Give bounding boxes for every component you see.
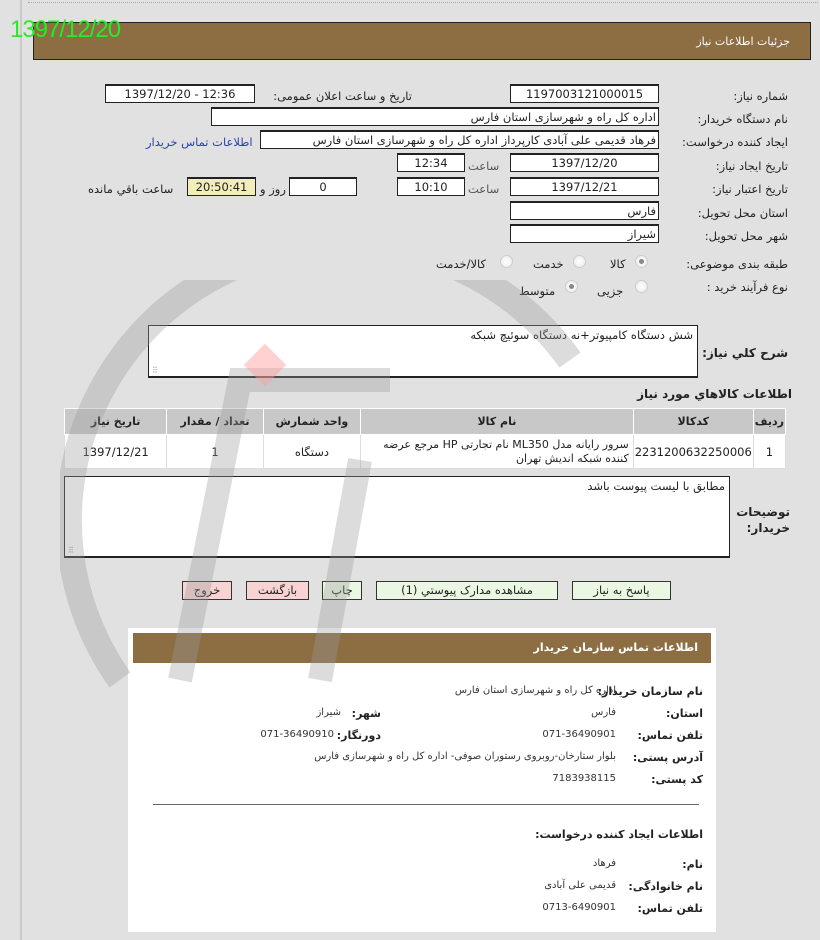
buyer-notes-textarea[interactable] xyxy=(64,476,730,558)
buyer-org-field[interactable]: اداره کل راه و شهرسازی استان فارس xyxy=(211,107,659,126)
need-number-label: شماره نياز: xyxy=(733,89,788,103)
announce-datetime-label: تاريخ و ساعت اعلان عمومی: xyxy=(273,89,412,103)
view-attachments-button[interactable]: مشاهده مدارک پيوستي (1) xyxy=(376,581,558,600)
buyer-notes-text: مطابق با ليست پيوست باشد xyxy=(587,479,725,493)
purchase-type-label: نوع فرآيند خريد : xyxy=(706,280,788,294)
category-option-service: خدمت xyxy=(533,257,564,271)
category-radio-goods-service[interactable] xyxy=(500,255,513,268)
resize-grip-icon[interactable]: ⠿ xyxy=(152,366,158,375)
page-title-bar xyxy=(33,22,811,60)
delivery-province-field[interactable]: فارس xyxy=(510,201,659,220)
cell-qty: 1 xyxy=(167,435,264,469)
address-label: آدرس پستی: xyxy=(632,751,703,764)
city-value: شيراز xyxy=(316,707,341,718)
remaining-time-label: ساعت باقي مانده xyxy=(88,182,174,196)
cell-index: 1 xyxy=(753,435,785,469)
delivery-province-label: استان محل تحويل: xyxy=(697,206,788,220)
requester-field[interactable]: فرهاد قديمی علی آبادی کارپرداز اداره کل راه و شهرسازی استان فارس xyxy=(260,130,659,149)
category-option-goods-service: کالا/خدمت xyxy=(436,257,487,271)
col-name: نام کالا xyxy=(361,409,634,435)
contact-panel-header xyxy=(133,633,711,663)
last-name-label: نام خانوادگی: xyxy=(628,880,703,893)
first-name-value: فرهاد xyxy=(592,858,616,869)
validity-date-label: تاريخ اعتبار نياز: xyxy=(712,182,788,196)
creation-time-label: ساعت xyxy=(468,159,500,173)
remaining-days-label: روز و xyxy=(260,182,286,196)
delivery-city-label: شهر محل تحويل: xyxy=(704,229,788,243)
purchase-radio-medium[interactable] xyxy=(565,280,578,293)
resize-grip-icon[interactable]: ⠿ xyxy=(68,546,74,555)
table-row xyxy=(65,435,786,469)
phone-value: 071-36490901 xyxy=(542,729,616,740)
category-radio-service[interactable] xyxy=(573,255,586,268)
page-left-border xyxy=(20,0,22,940)
first-name-label: نام: xyxy=(682,858,703,871)
section-divider xyxy=(153,804,699,805)
items-section-title: اطلاعات کالاهاي مورد نياز xyxy=(637,387,792,401)
description-label: شرح کلي نياز: xyxy=(702,346,788,360)
creation-date-field[interactable]: 1397/12/20 xyxy=(510,153,659,172)
org-label: نام سازمان خريدار: xyxy=(597,685,703,698)
print-button[interactable]: چاپ xyxy=(322,581,362,600)
col-code: کدکالا xyxy=(633,409,753,435)
back-button[interactable]: بازگشت xyxy=(246,581,309,600)
items-table xyxy=(64,408,786,469)
exit-button[interactable]: خروج xyxy=(182,581,232,600)
col-unit: واحد شمارش xyxy=(263,409,360,435)
purchase-option-minor: جزيی xyxy=(597,284,624,298)
need-number-field[interactable]: 1197003121000015 xyxy=(510,84,659,103)
buyer-org-label: نام دستگاه خريدار: xyxy=(697,112,788,126)
cell-date: 1397/12/21 xyxy=(65,435,167,469)
date-stamp: 1397/12/20 xyxy=(10,16,121,43)
purchase-radio-minor[interactable] xyxy=(635,280,648,293)
validity-date-field[interactable]: 1397/12/21 xyxy=(510,177,659,196)
respond-button[interactable]: پاسخ به نياز xyxy=(572,581,671,600)
purchase-option-medium: متوسط xyxy=(519,284,556,298)
page-title: جزئيات اطلاعات نياز xyxy=(696,35,790,48)
category-label: طبقه بندی موضوعی: xyxy=(686,257,788,271)
announce-datetime-field[interactable]: 1397/12/20 - 12:36 xyxy=(105,84,255,103)
fax-value: 071-36490910 xyxy=(260,729,334,740)
creator-section-title: اطلاعات ايجاد کننده درخواست: xyxy=(535,828,703,841)
buyer-contact-link[interactable]: اطلاعات تماس خريدار xyxy=(146,135,253,149)
postal-code-label: کد پستی: xyxy=(651,773,703,786)
cell-code: 2231200632250006 xyxy=(633,435,753,469)
org-value: اداره کل راه و شهرسازی استان فارس xyxy=(454,685,616,696)
requester-label: ايجاد کننده درخواست: xyxy=(682,135,788,149)
address-value: بلوار ستارخان-روبروی رستوران صوفی- اداره کل راه و شهرسازی فارس xyxy=(314,751,616,762)
creation-time-field[interactable]: 12:34 xyxy=(397,153,465,172)
validity-time-label: ساعت xyxy=(468,182,500,196)
phone-label: تلفن تماس: xyxy=(637,729,703,742)
fax-label: دورنگار: xyxy=(336,729,381,742)
description-textarea[interactable] xyxy=(148,325,698,378)
description-text: شش دستگاه کامپيوتر+نه دستگاه سوئيچ شبکه xyxy=(470,328,693,342)
items-table-header xyxy=(65,409,786,435)
buyer-notes-label: توضيحات خريدار: xyxy=(736,505,790,535)
remaining-time-field[interactable]: 20:50:41 xyxy=(187,177,256,196)
last-name-value: قديمی علی آبادی xyxy=(544,880,616,891)
remaining-days-field[interactable]: 0 xyxy=(289,177,357,196)
city-label: شهر: xyxy=(351,707,381,720)
province-label: استان: xyxy=(666,707,703,720)
creator-phone-value: 0713-6490901 xyxy=(542,902,616,913)
category-radio-goods[interactable] xyxy=(635,255,648,268)
cell-unit: دستگاه xyxy=(263,435,360,469)
province-value: فارس xyxy=(591,707,616,718)
col-date: تاريخ نياز xyxy=(65,409,167,435)
creation-date-label: تاريخ ايجاد نياز: xyxy=(715,159,788,173)
validity-time-field[interactable]: 10:10 xyxy=(397,177,465,196)
category-option-goods: کالا xyxy=(610,257,626,271)
cell-name: سرور رايانه مدل ML350 نام تجارتی HP مرجع عرضه کننده شبکه انديش تهران xyxy=(361,435,634,469)
postal-code-value: 7183938115 xyxy=(552,773,616,784)
delivery-city-field[interactable]: شيراز xyxy=(510,224,659,243)
creator-phone-label: تلفن تماس: xyxy=(637,902,703,915)
contact-panel-title: اطلاعات تماس سازمان خريدار xyxy=(533,641,698,654)
col-qty: تعداد / مقدار xyxy=(167,409,264,435)
col-index: رديف xyxy=(753,409,785,435)
buyer-contact-panel xyxy=(128,628,716,932)
top-divider xyxy=(28,0,818,3)
